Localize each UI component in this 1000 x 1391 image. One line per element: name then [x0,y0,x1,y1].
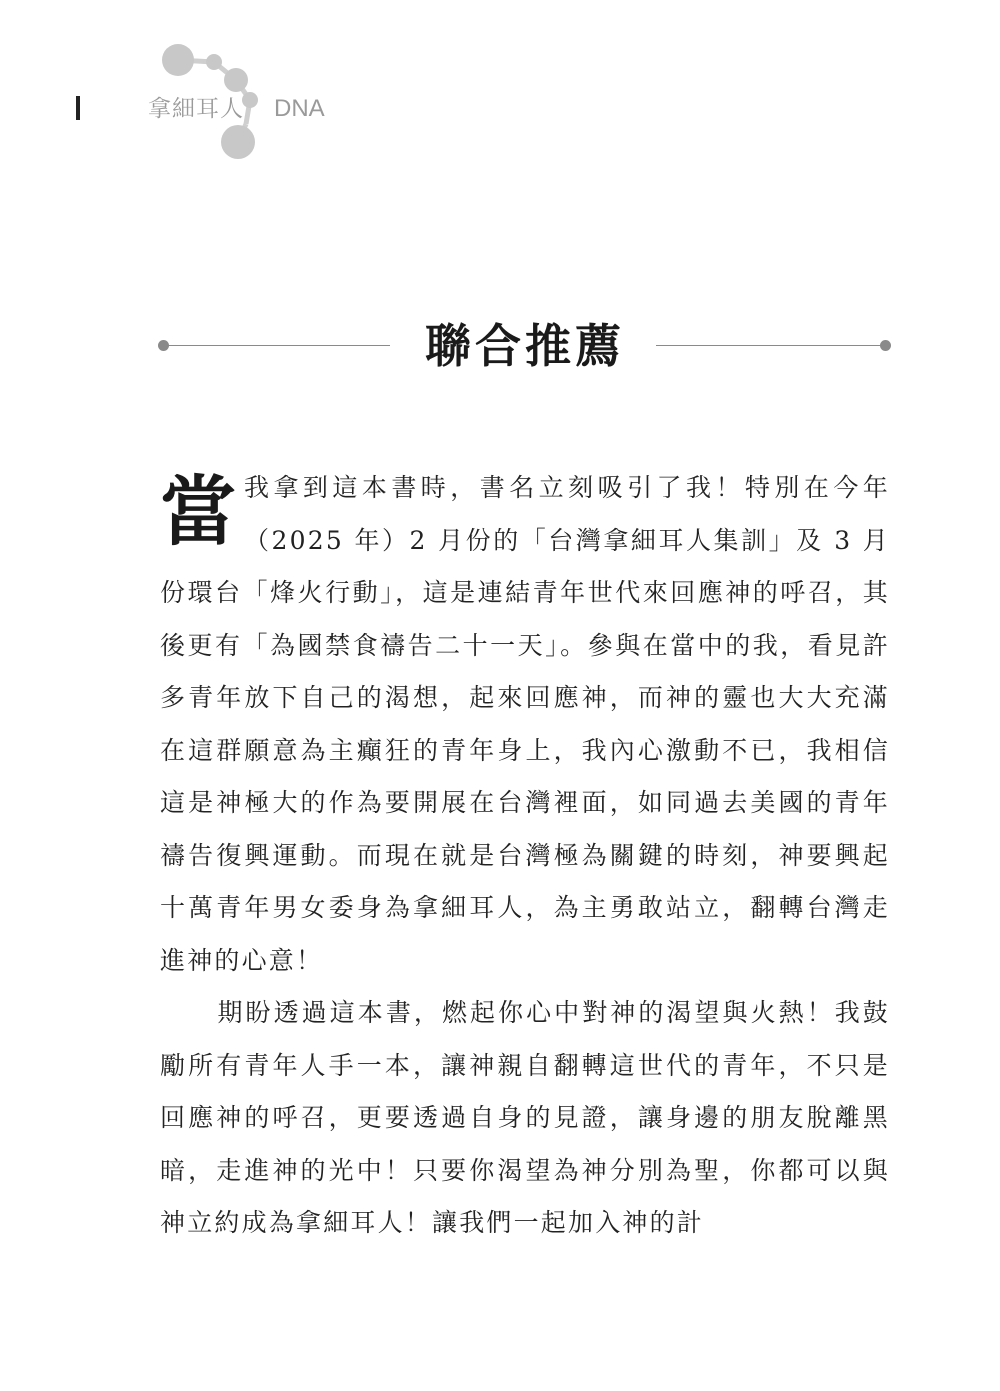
page-title: 聯合推薦 [425,319,625,373]
title-rule-dot-right [880,340,891,351]
drop-cap: 當 [160,467,236,556]
paragraph-1-text: 我拿到這本書時，書名立刻吸引了我！特別在今年（2025 年）2 月份的「台灣拿細耳人集訓」及 3 月份環台「烽火行動」，這是連結青年世代來回應神的呼召，其後更有「為國禁食禱告二十一天」。參與在當中的我，看見許多青年放下自己的渴想，起來回應神，而神的靈也大大充滿在這群願意為主癲狂的青年身上，我內心激動不已，我相信這是神極大的作為要開展在台灣裡面，如同過去美國的青年禱告復興運動。而現在就是台灣極為關鍵的時刻，神要興起十萬青年男女委身為拿細耳人，為主勇敢站立，翻轉台灣走進神的心意！ [160,473,890,975]
running-header-section: 拿細耳人 [148,96,244,122]
paragraph-1 [160,462,890,987]
paragraph-2: 期盼透過這本書，燃起你心中對神的渴望與火熱！我鼓勵所有青年人手一本，讓神親自翻轉這世代的青年，不只是回應神的呼召，更要透過自身的見證，讓身邊的朋友脫離黑暗，走進神的光中！只要你渴望為神分別為聖，你都可以與神立約成為拿細耳人！讓我們一起加入神的計 [160,998,890,1237]
header-bar [76,96,80,120]
running-header-acronym: DNA [274,95,325,122]
title-rule-left [164,345,390,346]
body-text [160,462,890,1250]
title-row [158,318,892,374]
title-rule-right [656,345,882,346]
